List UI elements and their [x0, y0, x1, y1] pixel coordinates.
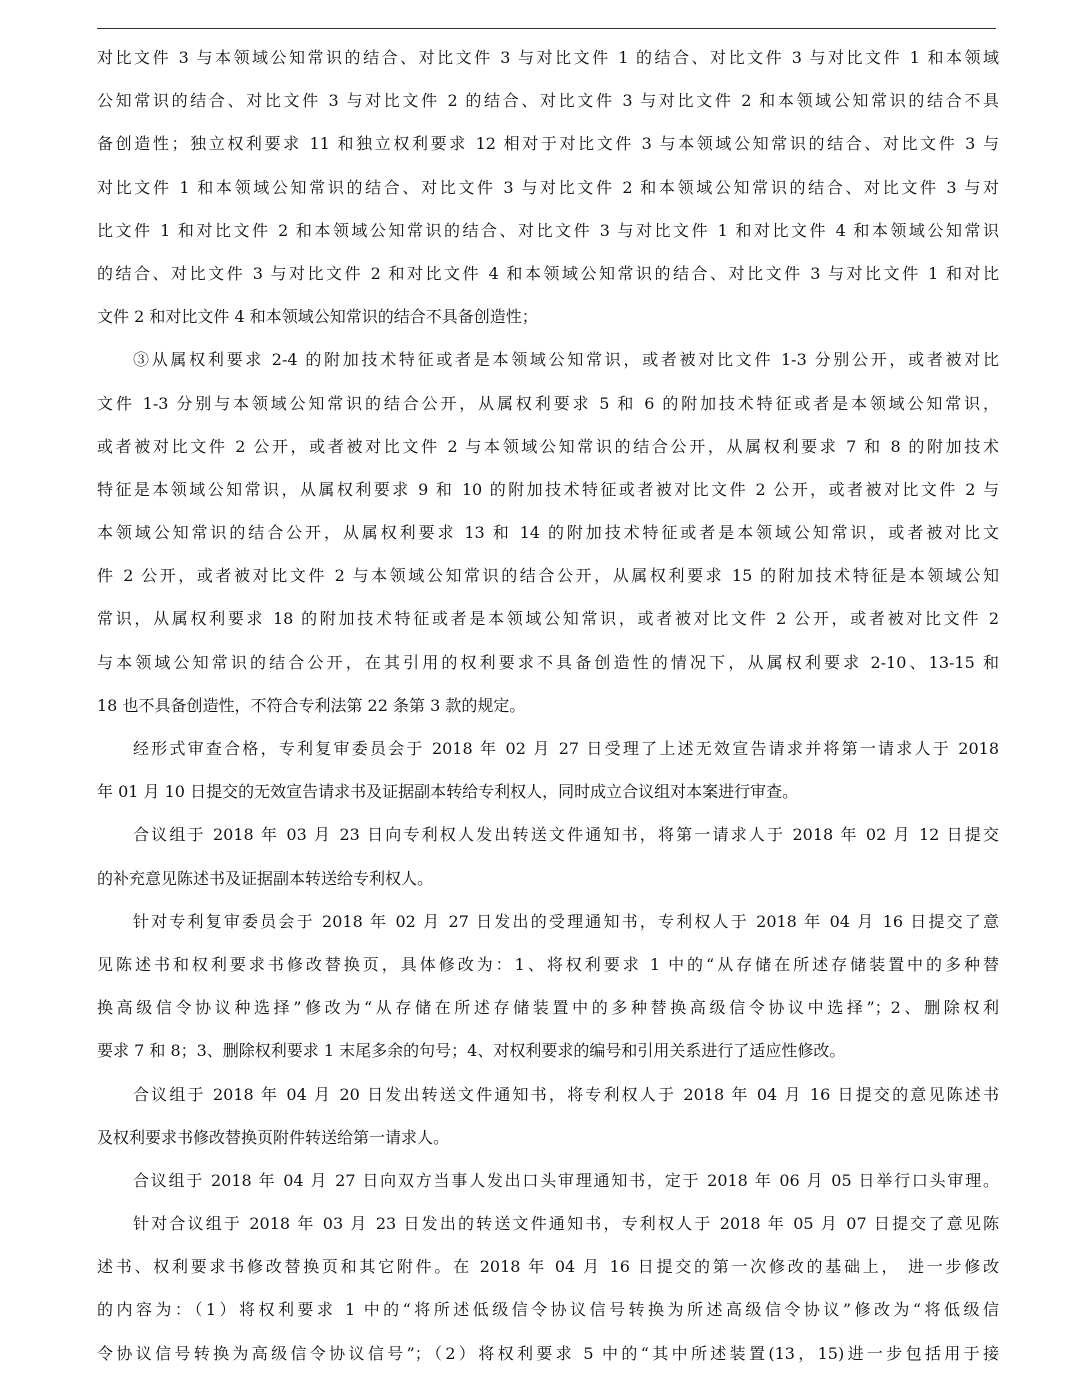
- paragraph-1: [97, 36, 999, 338]
- text-line: 的补充意见陈述书及证据副本转送给专利权人。: [97, 868, 434, 888]
- text-line: 本领域公知常识的结合公开，从属权利要求 13 和 14 的附加技术特征或者是本领域公知常识，或者被对比文: [97, 523, 999, 543]
- text-line: 的结合、对比文件 3 与对比文件 2 和对比文件 4 和本领域公知常识的结合、对比文件 3 与对比文件 1 和对比: [97, 263, 999, 283]
- text-line: 对比文件 3 与本领域公知常识的结合、对比文件 3 与对比文件 1 的结合、对比文件 3 与对比文件 1 和本领域: [97, 48, 999, 67]
- text-line: 见陈述书和权利要求书修改替换页，具体修改为：1、将权利要求 1 中的“从存储在所述存储装置中的多种替: [97, 954, 999, 974]
- text-line: 换高级信令协议种选择”修改为“从存储在所述存储装置中的多种替换高级信令协议中选择”；2、删除权利: [97, 998, 999, 1018]
- text-line: 合议组于 2018 年 03 月 23 日向专利权人发出转送文件通知书，将第一请求人于 2018 年 02 月 12 日提交: [133, 825, 999, 845]
- text-line: 公知常识的结合、对比文件 3 与对比文件 2 的结合、对比文件 3 与对比文件 2 和本领域公知常识的结合不具: [97, 91, 999, 111]
- text-line: 述书、权利要求书修改替换页和其它附件。在 2018 年 04 月 16 日提交的第一次修改的基础上， 进一步修改: [97, 1257, 999, 1277]
- text-line: 的内容为：（1）将权利要求 1 中的“将所述低级信令协议信号转换为所述高级信令协议”修改为“将低级信: [97, 1300, 999, 1320]
- text-line: 针对合议组于 2018 年 03 月 23 日发出的转送文件通知书，专利权人于 2018 年 05 月 07 日提交了意见陈: [133, 1214, 999, 1234]
- paragraph-2: [97, 338, 999, 727]
- text-line: 年 01 月 10 日提交的无效宣告请求书及证据副本转给专利权人，同时成立合议组对本案进行审查。: [97, 782, 799, 802]
- text-line: 常识，从属权利要求 18 的附加技术特征或者是本领域公知常识，或者被对比文件 2 公开，或者被对比文件 2: [97, 609, 999, 629]
- paragraph-7: [97, 1159, 999, 1202]
- text-line: 备创造性；独立权利要求 11 和独立权利要求 12 相对于对比文件 3 与本领域公知常识的结合、对比文件 3 与: [97, 134, 999, 154]
- text-line: 要求 7 和 8；3、删除权利要求 1 末尾多余的句号；4、对权利要求的编号和引用关系进行了适应性修改。: [97, 1041, 846, 1061]
- text-line: 令协议信号转换为高级信令协议信号”；（2）将权利要求 5 中的“其中所述装置(13，15)进一步包括用于接: [97, 1343, 999, 1363]
- paragraph-5: [97, 900, 999, 1073]
- text-line: 经形式审查合格，专利复审委员会于 2018 年 02 月 27 日受理了上述无效宣告请求并将第一请求人于 2018: [133, 739, 999, 758]
- text-line: 及权利要求书修改替换页附件转送给第一请求人。: [97, 1127, 450, 1147]
- text-line: 与本领域公知常识的结合公开，在其引用的权利要求不具备创造性的情况下，从属权利要求 2-10、13-15 和: [97, 652, 999, 672]
- paragraph-3: [97, 727, 999, 813]
- text-line: 或者被对比文件 2 公开，或者被对比文件 2 与本领域公知常识的结合公开，从属权利要求 7 和 8 的附加技术: [97, 436, 999, 456]
- paragraph-6: [97, 1073, 999, 1159]
- text-line: 合议组于 2018 年 04 月 27 日向双方当事人发出口头审理通知书，定于 2018 年 06 月 05 日举行口头审理。: [133, 1170, 999, 1190]
- text-line: 件 2 公开，或者被对比文件 2 与本领域公知常识的结合公开，从属权利要求 15 的附加技术特征是本领域公知: [97, 566, 999, 586]
- text-line: 比文件 1 和对比文件 2 和本领域公知常识的结合、对比文件 3 与对比文件 1 和对比文件 4 和本领域公知常识: [97, 220, 999, 240]
- text-line: 文件 2 和对比文件 4 和本领域公知常识的结合不具备创造性；: [97, 307, 538, 327]
- text-line: 18 也不具备创造性，不符合专利法第 22 条第 3 款的规定。: [97, 695, 526, 715]
- paragraph-8: [97, 1202, 999, 1375]
- text-line: 针对专利复审委员会于 2018 年 02 月 27 日发出的受理通知书，专利权人于 2018 年 04 月 16 日提交了意: [133, 911, 999, 931]
- text-line: 对比文件 1 和本领域公知常识的结合、对比文件 3 与对比文件 2 和本领域公知常识的结合、对比文件 3 与对: [97, 177, 999, 197]
- text-line: ③从属权利要求 2-4 的附加技术特征或者是本领域公知常识，或者被对比文件 1-3 分别公开，或者被对比: [133, 350, 999, 370]
- text-line: 特征是本领域公知常识，从属权利要求 9 和 10 的附加技术特征或者被对比文件 2 公开，或者被对比文件 2 与: [97, 479, 999, 499]
- text-line: 合议组于 2018 年 04 月 20 日发出转送文件通知书，将专利权人于 2018 年 04 月 16 日提交的意见陈述书: [133, 1084, 999, 1104]
- paragraph-4: [97, 813, 999, 899]
- header-rule: [97, 28, 996, 29]
- document-body: [97, 36, 999, 1375]
- text-line: 文件 1-3 分别与本领域公知常识的结合公开，从属权利要求 5 和 6 的附加技术特征或者是本领域公知常识，: [97, 393, 999, 413]
